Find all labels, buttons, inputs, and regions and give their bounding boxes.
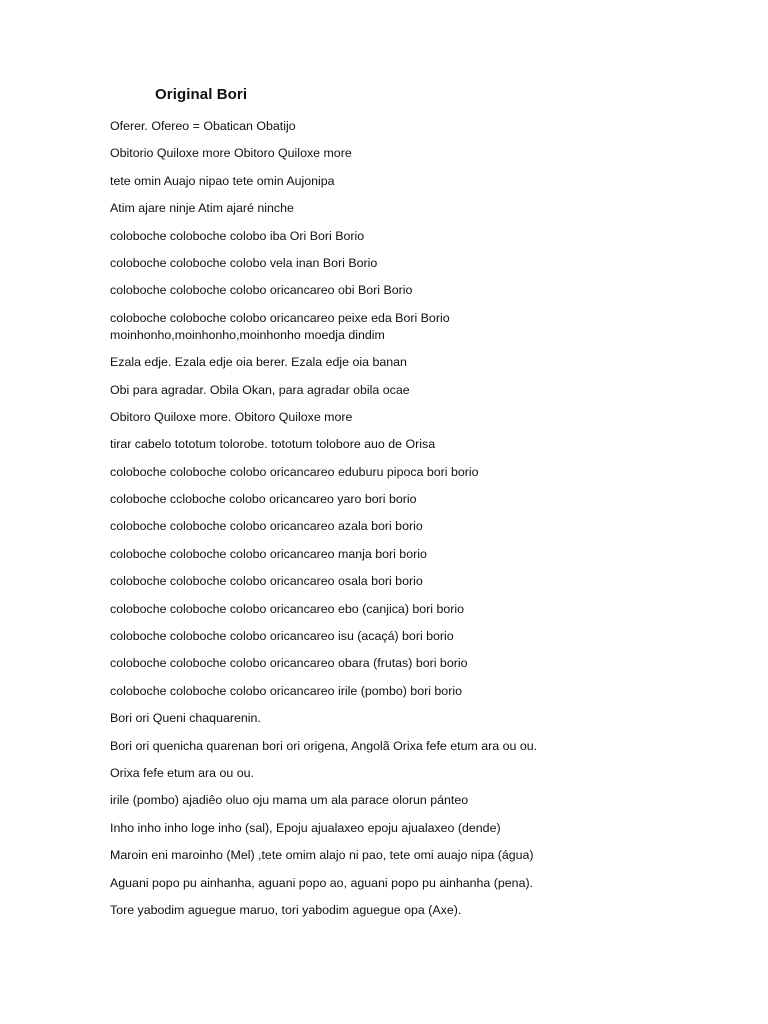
text-line: coloboche coloboche colobo iba Ori Bori Borio <box>110 228 365 243</box>
text-line: Atim ajare ninje Atim ajaré ninche <box>110 201 294 216</box>
text-line: coloboche coloboche colobo oricancareo osala bori borio <box>110 574 423 589</box>
text-line: coloboche coloboche colobo oricancareo manja bori borio <box>110 546 427 561</box>
text-line: Orixa fefe etum ara ou ou. <box>110 765 254 780</box>
text-line: coloboche coloboche colobo oricancareo eduburu pipoca bori borio <box>110 464 479 479</box>
text-line: Aguani popo pu ainhanha, aguani popo ao, aguani popo pu ainhanha (pena). <box>110 875 534 890</box>
text-line: coloboche coloboche colobo oricancareo ebo (canjica) bori borio <box>110 601 465 616</box>
text-line: coloboche coloboche colobo oricancareo isu (acaçá) bori borio <box>110 629 454 644</box>
text-line: irile (pombo) ajadiêo oluo oju mama um ala parace olorun pánteo <box>110 793 469 808</box>
document-title: Original Bori <box>155 86 248 103</box>
text-line: coloboche coloboche colobo oricancareo irile (pombo) bori borio <box>110 683 462 698</box>
text-line: Ezala edje. Ezala edje oia berer. Ezala edje oia banan <box>110 355 407 370</box>
text-line: coloboche coloboche colobo vela inan Bori Borio <box>110 255 378 270</box>
text-line: coloboche coloboche colobo oricancareo azala bori borio <box>110 519 423 534</box>
text-line: coloboche coloboche colobo oricancareo obara (frutas) bori borio <box>110 656 468 671</box>
text-line: Obitorio Quiloxe more Obitoro Quiloxe more <box>110 146 352 161</box>
document-body <box>110 118 730 929</box>
text-line: Bori ori Queni chaquarenin. <box>110 711 261 726</box>
text-line: Oferer. Ofereo = Obatican Obatijo <box>110 119 296 133</box>
text-line: coloboche coloboche colobo oricancareo peixe eda Bori Borio moinhonho,moinhonho,moinhonho moedja dindim <box>110 310 450 342</box>
text-line: Maroin eni maroinho (Mel) ,tete omim alajo ni pao, tete omi auajo nipa (água) <box>110 848 534 863</box>
text-line: coloboche coloboche colobo oricancareo obi Bori Borio <box>110 283 413 298</box>
text-line: coloboche ccloboche colobo oricancareo yaro bori borio <box>110 492 417 507</box>
text-line: Obi para agradar. Obila Okan, para agradar obila ocae <box>110 382 410 397</box>
text-line: Obitoro Quiloxe more. Obitoro Quiloxe more <box>110 409 353 424</box>
text-line: Inho inho inho loge inho (sal), Epoju ajualaxeo epoju ajualaxeo (dende) <box>110 820 501 835</box>
text-line: tirar cabelo tototum tolorobe. tototum tolobore auo de Orisa <box>110 437 436 452</box>
text-line: Bori ori quenicha quarenan bori ori origena, Angolã Orixa fefe etum ara ou ou. <box>110 738 538 753</box>
text-line: Tore yabodim aguegue maruo, tori yabodim aguegue opa (Axe). <box>110 902 462 917</box>
text-line: tete omin Auajo nipao tete omin Aujonipa <box>110 173 335 188</box>
